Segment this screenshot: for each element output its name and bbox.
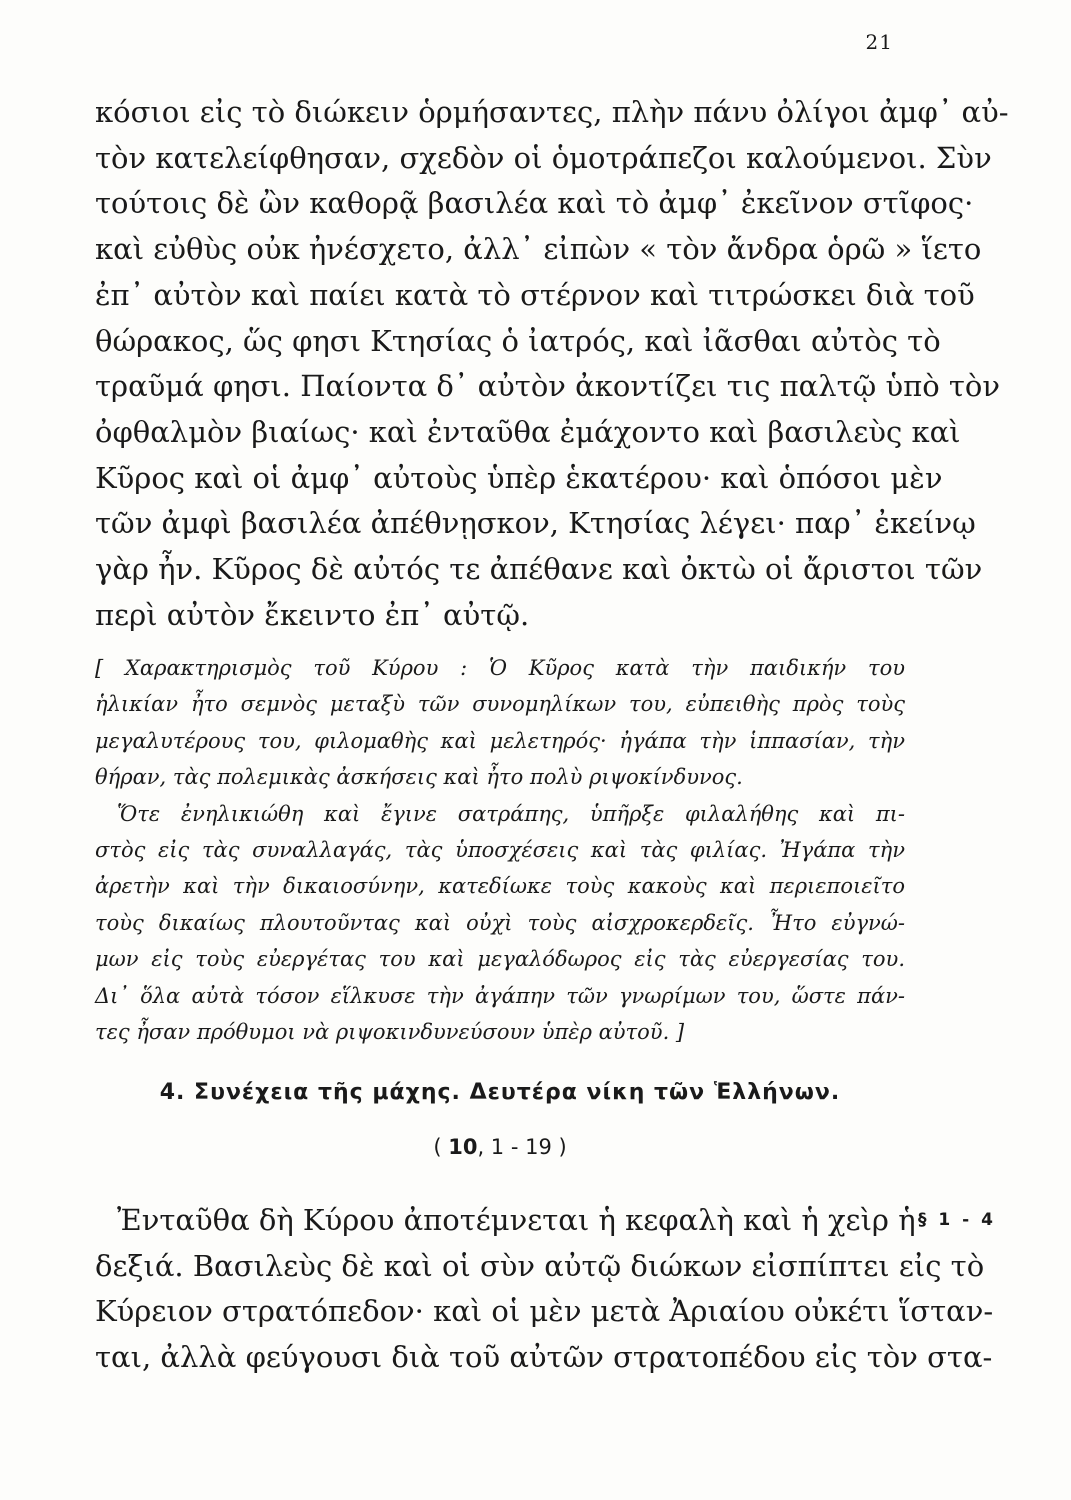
text-line: τούτοις δὲ ὢν καθορᾷ βασιλέα καὶ τὸ ἀμφ᾽ ἐκεῖνον στῖφος·	[95, 186, 974, 221]
text-line: Ἐνταῦθα δὴ Κύρου ἀποτέμνεται ἡ κεφαλὴ καὶ ἡ χεὶρ ἡ	[117, 1203, 916, 1237]
note-line: [ Χαρακτηρισμὸς τοῦ Κύρου : Ὁ Κῦρος κατὰ τὴν παιδικήν του	[95, 656, 905, 680]
text-line: Κῦρος καὶ οἱ ἀμφ᾽ αὐτοὺς ὑπὲρ ἑκατέρου· καὶ ὁπόσοι μὲν	[95, 460, 943, 495]
section-reference	[95, 1135, 905, 1159]
note-line: Δι᾽ ὅλα αὐτὰ τόσον εἵλκυσε τὴν ἀγάπην τῶν γνωρίμων του, ὥστε πάν-	[95, 983, 905, 1008]
text-line: δεξιά. Βασιλεὺς δὲ καὶ οἱ σὺν αὐτῷ διώκων εἰσπίπτει εἰς τὸ	[95, 1248, 985, 1283]
note-line: θήραν, τὰς πολεμικὰς ἀσκήσεις καὶ ἦτο πολὺ ριψοκίνδυνος.	[95, 765, 743, 790]
text-line: τῶν ἀμφὶ βασιλέα ἀπέθνῃσκον, Κτησίας λέγει· παρ᾽ ἐκείνῳ	[95, 506, 976, 541]
text-line: Κύρειον στρατόπεδον· καὶ οἱ μὲν μετὰ Ἀριαίου οὐκέτι ἵσταν-	[95, 1294, 994, 1328]
note-line: ἀρετὴν καὶ τὴν δικαιοσύνην, κατεδίωκε τοὺς κακοὺς καὶ περιεποιεῖτο	[95, 874, 905, 899]
text-line: τὸν κατελείφθησαν, σχεδὸν οἱ ὁμοτράπεζοι καλούμενοι. Σὺν	[95, 140, 992, 175]
section-heading: 4. Συνέχεια τῆς μάχης. Δευτέρα νίκη τῶν Ἑλλήνων.	[159, 1080, 841, 1105]
note-line: ἡλικίαν ἦτο σεμνὸς μεταξὺ τῶν συνομηλίκων του, εὐπειθὴς πρὸς τοὺς	[95, 692, 905, 717]
page-number: 21	[865, 30, 893, 54]
note-line: τες ἦσαν πρόθυμοι νὰ ριψοκινδυνεύσουν ὑπὲρ αὐτοῦ. ]	[95, 1020, 685, 1045]
text-line: ὀφθαλμὸν βιαίως· καὶ ἐνταῦθα ἐμάχοντο καὶ βασιλεὺς καὶ	[95, 414, 961, 449]
note-line: Ὅτε ἐνηλικιώθη καὶ ἔγινε σατράπης, ὑπῆρξε φιλαλήθης καὶ πι-	[117, 801, 905, 826]
text-line: ἐπ᾽ αὐτὸν καὶ παίει κατὰ τὸ στέρνον καὶ τιτρώσκει διὰ τοῦ	[95, 277, 975, 312]
text-line: κόσιοι εἰς τὸ διώκειν ὁρμήσαντες, πλὴν πάνυ ὀλίγοι ἀμφ᾽ αὐ-	[95, 95, 1009, 129]
text-line: ται, ἀλλὰ φεύγουσι διὰ τοῦ αὐτῶν στρατοπέδου εἰς τὸν στα-	[95, 1339, 993, 1374]
text-line: γὰρ ἦν. Κῦρος δὲ αὐτός τε ἀπέθανε καὶ ὀκτὼ οἱ ἄριστοι τῶν	[95, 552, 983, 587]
section-ref-chapter: 10	[448, 1135, 478, 1159]
text-line: καὶ εὐθὺς οὐκ ἠνέσχετο, ἀλλ᾽ εἰπὼν « τὸν ἄνδρα ὁρῶ » ἵετο	[95, 232, 982, 267]
note-line: μεγαλυτέρους του, φιλομαθὴς καὶ μελετηρός· ἠγάπα τὴν ἱππασίαν, τὴν	[95, 728, 905, 753]
margin-paragraph-note: § 1 - 4	[918, 1210, 996, 1230]
section-ref-range: , 1 - 19 )	[477, 1135, 567, 1159]
note-line: τοὺς δικαίως πλουτοῦντας καὶ οὐχὶ τοὺς αἰσχροκερδεῖς. Ἦτο εὐγνώ-	[95, 910, 905, 935]
main-greek-text	[95, 90, 1009, 638]
text-line: περὶ αὐτὸν ἔκειντο ἐπ᾽ αὐτῷ.	[95, 597, 530, 632]
section-ref-open: (	[433, 1135, 449, 1159]
character-note	[95, 650, 905, 1050]
text-line: θώρακος, ὥς φησι Κτησίας ὁ ἰατρός, καὶ ἰᾶσθαι αὐτὸς τὸ	[95, 323, 941, 358]
note-line: στὸς εἰς τὰς συναλλαγάς, τὰς ὑποσχέσεις καὶ τὰς φιλίας. Ἠγάπα τὴν	[95, 838, 905, 863]
note-line: μων εἰς τοὺς εὐεργέτας του καὶ μεγαλόδωρος εἰς τὰς εὐεργεσίας του.	[95, 947, 905, 972]
text-line: τραῦμά φησι. Παίοντα δ᾽ αὐτὸν ἀκοντίζει τις παλτῷ ὑπὸ τὸν	[95, 369, 1001, 404]
